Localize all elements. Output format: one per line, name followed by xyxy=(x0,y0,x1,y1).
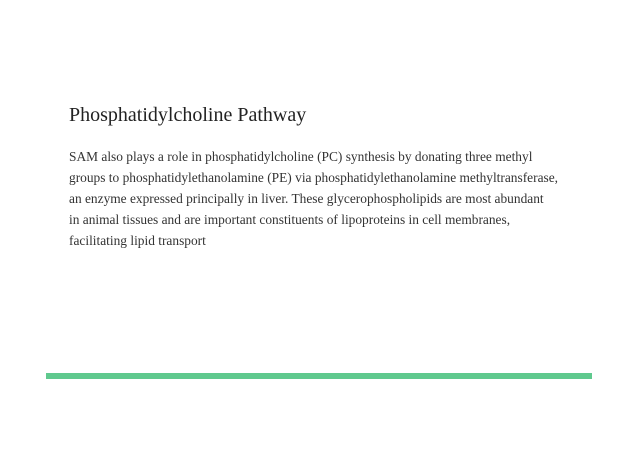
body-line: an enzyme expressed principally in liver. These glycerophospholipids are most abundant xyxy=(69,191,544,206)
accent-bar xyxy=(46,373,592,379)
slide-title: Phosphatidylcholine Pathway xyxy=(69,104,307,126)
body-line: SAM also plays a role in phosphatidylcholine (PC) synthesis by donating three methyl xyxy=(69,149,533,164)
body-line: groups to phosphatidylethanolamine (PE) via phosphatidylethanolamine methyltransferase, xyxy=(69,170,559,185)
body-line: in animal tissues and are important constituents of lipoproteins in cell membranes, xyxy=(69,212,511,227)
slide-body xyxy=(69,146,589,251)
body-line: facilitating lipid transport xyxy=(69,233,206,248)
